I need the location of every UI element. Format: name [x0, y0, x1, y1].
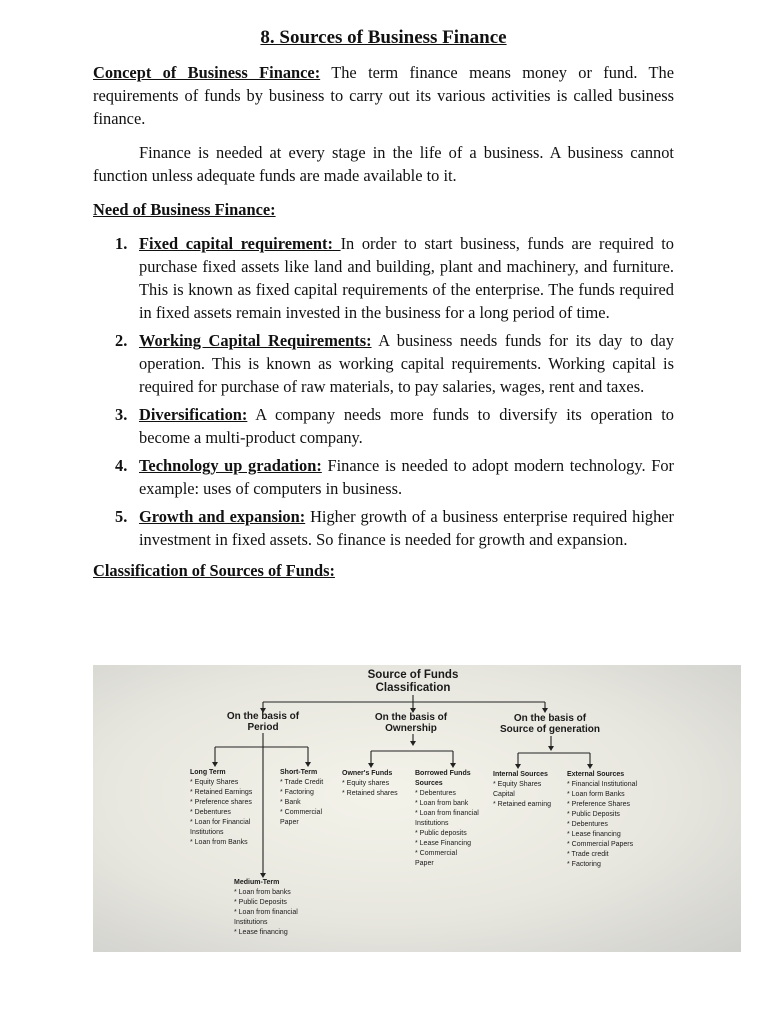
external-sources-item: * Preference Shares: [567, 801, 631, 808]
item-label: Technology up gradation:: [139, 456, 322, 475]
item-text: Higher growth of a business enterprise required higher investment in fixed assets. So finance is needed for growth and expansion.: [139, 507, 674, 549]
list-item: [93, 505, 674, 551]
classification-heading: Classification of Sources of Funds:: [93, 561, 335, 580]
long-term-item: * Retained Earnings: [190, 789, 253, 796]
item-text: A company needs more funds to diversify its operation to become a multi-product company.: [139, 405, 674, 447]
borrowed-funds-item: * Lease Financing: [415, 840, 472, 847]
period-node: [213, 711, 313, 733]
item-number: 1.: [115, 234, 128, 253]
ownership-node: [361, 712, 461, 734]
short-term-item: * Bank: [280, 799, 301, 806]
external-sources-item: * Financial Institutional: [567, 781, 638, 788]
borrowed-funds-item: * Loan from financial: [415, 810, 479, 817]
page-title: 8. Sources of Business Finance: [260, 27, 507, 48]
document-page: [93, 25, 674, 582]
period-line-1: On the basis of: [226, 711, 300, 722]
long-term-item: * Preference shares: [190, 799, 252, 806]
medium-term-title: Medium-Term: [234, 879, 280, 886]
borrowed-funds-title: Borrowed Funds: [415, 770, 471, 777]
concept-text: The term finance means money or fund. The requirements of funds by business to carry out its various activities is called business finance.: [93, 63, 674, 128]
internal-sources-item: * Retained earning: [493, 801, 551, 808]
ownership-line-1: On the basis of: [374, 712, 448, 723]
borrowed-funds-title-2: Sources: [415, 780, 443, 787]
long-term-item: * Loan from Banks: [190, 839, 248, 846]
item-label: Diversification:: [139, 405, 248, 424]
medium-term-item: * Lease financing: [234, 929, 288, 936]
item-number: 3.: [115, 405, 128, 424]
medium-term-item: Institutions: [234, 919, 268, 926]
need-heading: Need of Business Finance:: [93, 200, 276, 219]
medium-term-item: * Loan from financial: [234, 909, 298, 916]
internal-sources-node: [493, 770, 551, 810]
finance-needed-paragraph: Finance is needed at every stage in the life of a business. A business cannot function unless adequate funds are made available to it.: [93, 143, 674, 185]
internal-sources-item: Capital: [493, 791, 515, 798]
generation-line-1: On the basis of: [513, 713, 587, 724]
long-term-title: Long Term: [190, 769, 226, 776]
long-term-item: * Equity Shares: [190, 779, 239, 786]
external-sources-title: External Sources: [567, 771, 625, 778]
external-sources-node: [567, 770, 637, 870]
owners-funds-node: [342, 769, 398, 799]
item-number: 5.: [115, 507, 128, 526]
root-line-1: Source of Funds: [367, 669, 459, 681]
medium-term-node: [234, 878, 298, 938]
short-term-item: * Factoring: [280, 789, 314, 796]
short-term-item: * Trade Credit: [280, 779, 324, 786]
list-item: [93, 232, 674, 324]
short-term-node: [280, 768, 323, 828]
item-label: Growth and expansion:: [139, 507, 306, 526]
item-text: A business needs funds for its day to day operation. This is known as working capital requirements. Working capital is required for purchase of raw materials, to pay salaries, wages, rent and taxes.: [139, 331, 674, 396]
external-sources-item: * Trade credit: [567, 851, 609, 858]
borrowed-funds-item: * Debentures: [415, 790, 456, 797]
generation-line-2: Source of generation: [499, 724, 600, 735]
external-sources-item: * Loan form Banks: [567, 791, 625, 798]
root-node: [343, 669, 483, 695]
item-label: Working Capital Requirements:: [139, 331, 372, 350]
item-text: In order to start business, funds are required to purchase fixed assets like land and building, plant and machinery, and furniture. This is known as fixed capital requirements of the enterprise. The funds required in fixed assets remain invested in the business for a long period of time.: [139, 234, 675, 322]
external-sources-item: * Debentures: [567, 821, 608, 828]
external-sources-item: * Factoring: [567, 861, 601, 868]
external-sources-item: * Lease financing: [567, 831, 621, 838]
item-number: 2.: [115, 331, 128, 350]
ownership-line-2: Ownership: [385, 723, 437, 734]
borrowed-funds-item: * Loan from bank: [415, 800, 469, 807]
borrowed-funds-node: [415, 769, 479, 869]
long-term-item: Institutions: [190, 829, 224, 836]
short-term-item: * Commercial: [280, 809, 323, 816]
internal-sources-item: * Equity Shares: [493, 781, 542, 788]
medium-term-item: * Public Deposits: [234, 899, 287, 906]
list-item: [93, 329, 674, 398]
root-line-2: Classification: [375, 682, 451, 694]
internal-sources-title: Internal Sources: [493, 771, 548, 778]
medium-term-item: * Loan from banks: [234, 889, 291, 896]
owners-funds-title: Owner's Funds: [342, 770, 393, 777]
needs-list: [93, 232, 674, 551]
long-term-item: * Debentures: [190, 809, 231, 816]
short-term-item: Paper: [280, 819, 299, 826]
borrowed-funds-item: Institutions: [415, 820, 449, 827]
borrowed-funds-item: Paper: [415, 860, 434, 867]
item-label: Fixed capital requirement:: [139, 234, 341, 253]
concept-paragraph: [93, 61, 674, 130]
list-item: [93, 454, 674, 500]
external-sources-item: * Commercial Papers: [567, 841, 634, 848]
short-term-title: Short-Term: [280, 769, 318, 776]
list-item: [93, 403, 674, 449]
item-number: 4.: [115, 456, 128, 475]
owners-funds-item: * Equity shares: [342, 780, 390, 787]
period-line-2: Period: [247, 722, 279, 733]
item-text: Finance is needed to adopt modern technology. For example: uses of computers in business.: [139, 456, 674, 498]
borrowed-funds-item: * Public deposits: [415, 830, 467, 837]
classification-diagram: [93, 665, 741, 952]
concept-label: Concept of Business Finance:: [93, 63, 321, 82]
external-sources-item: * Public Deposits: [567, 811, 620, 818]
long-term-item: * Loan for Financial: [190, 819, 251, 826]
generation-node: [491, 713, 609, 735]
borrowed-funds-item: * Commercial: [415, 850, 458, 857]
owners-funds-item: * Retained shares: [342, 790, 398, 797]
long-term-node: [190, 768, 252, 848]
